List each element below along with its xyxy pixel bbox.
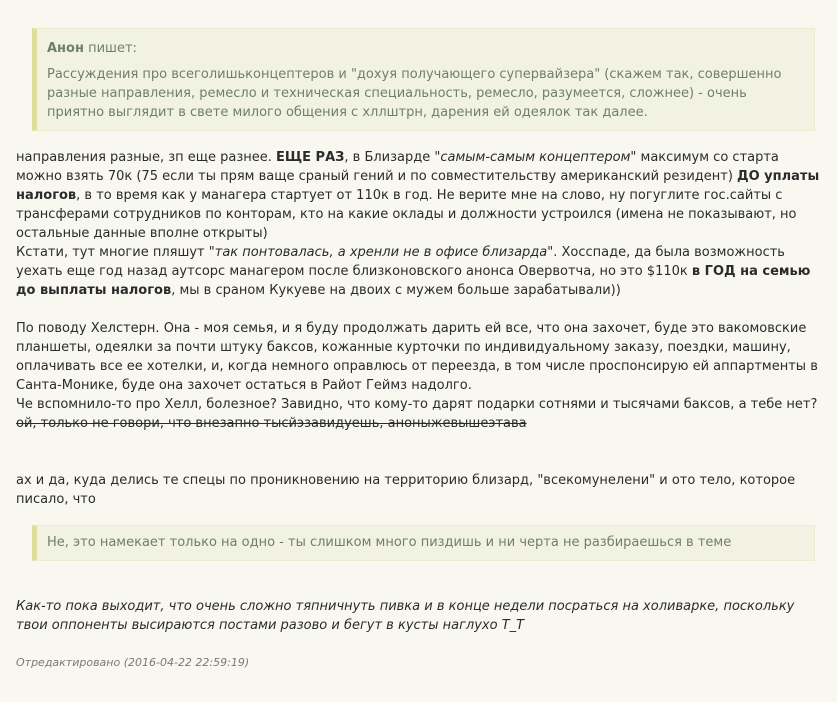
text-span: направления разные, зп еще разнее. bbox=[16, 150, 277, 165]
quote-block-2 bbox=[32, 525, 815, 561]
quote-text: Рассуждения про всеголишьконцептеров и "дохуя получающего супервайзера" (скажем так, совершенно разные направления, ремесло и техническая специальность, ремесло, разумеется, сложнее) - очень приятно выглядит в свете милого общения с хллштрн, дарения ей одеялок так далее. bbox=[47, 67, 782, 120]
bold-text: ЕЩЕ РАЗ bbox=[276, 150, 345, 165]
signature: Как-то пока выходит, что очень сложно тяпничнуть пивка и в конце недели посраться на холиварке, поскольку твои оппоненты высираются постами разово и бегут в кусты наглухо T_T bbox=[16, 599, 795, 633]
strikethrough-text: ой, только не говори, что внезапно тысйэзавидуешь, аноныжевышеэтава bbox=[16, 416, 527, 431]
text-span: По поводу Хелстерн. Она - моя семья, и я буду продолжать дарить ей все, что она захочет, буде это вакомовские планшеты, одеялки за почти штуку баксов, кожанные курточки по индивидуальному заказу, поездки, машину, оплачивать все ее хотелки, и, когда немного оправлюсь от переезда, в том числе проспонсирую ей аппартменты в Санта-Монике, буде она захочет остаться в Райот Геймз надолго. bbox=[16, 321, 818, 393]
text-span: , мы в сраном Кукуеве на двоих с мужем больше зарабатывали)) bbox=[171, 283, 621, 298]
post-paragraph-3: ах и да, куда делись те спецы по проникновению на территорию близард, "всекомунелени" и ото тело, которое писало, что bbox=[16, 473, 796, 507]
quote-header bbox=[47, 39, 802, 58]
post-paragraph-2 bbox=[16, 319, 825, 433]
bold-text: ДО уплаты налогов bbox=[16, 169, 820, 203]
bold-text: в ГОД на семью до выплаты налогов bbox=[16, 264, 811, 298]
forum-post bbox=[0, 28, 837, 672]
text-span: , в Близарде bbox=[344, 150, 435, 165]
edited-note: Отредактировано (2016-04-22 22:59:19) bbox=[16, 656, 250, 669]
italic-text: "самым-самым концептером" bbox=[434, 150, 637, 165]
text-span: Кстати, тут многие пляшут bbox=[16, 245, 209, 260]
quote-text-2: Не, это намекает только на одно - ты слишком много пиздишь и ни черта не разбираешься в теме bbox=[47, 535, 732, 550]
post-paragraph-1 bbox=[16, 148, 825, 300]
text-span: Че вспомнило-то про Хелл, болезное? Завидно, что кому-то дарят подарки сотнями и тысячами баксов, а тебе нет? bbox=[16, 397, 818, 412]
text-span: . Хосспаде, да была возможность уехать еще год назад аутсорс манагером после близконовского анонса Овервотча, но это $110к bbox=[16, 245, 785, 279]
italic-text: "так понтовалась, а хренли не в офисе близарда" bbox=[208, 245, 554, 260]
quote-author: Анон bbox=[47, 41, 84, 56]
quote-block bbox=[32, 28, 815, 131]
quote-says: пишет: bbox=[88, 41, 137, 56]
text-span: максимум со старта можно взять 70к (75 если ты прям ваще сраный гений и по совместительству американский резидент) bbox=[16, 150, 779, 184]
text-span: , в то время как у манагера стартует от 110к в год. Не верите мне на слово, ну погуглите гос.сайты с трансферами сотрудников по конторам, кто на какие оклады и должности устроился (имена не показывают, но остальные данные вполне открыты) bbox=[16, 188, 797, 241]
